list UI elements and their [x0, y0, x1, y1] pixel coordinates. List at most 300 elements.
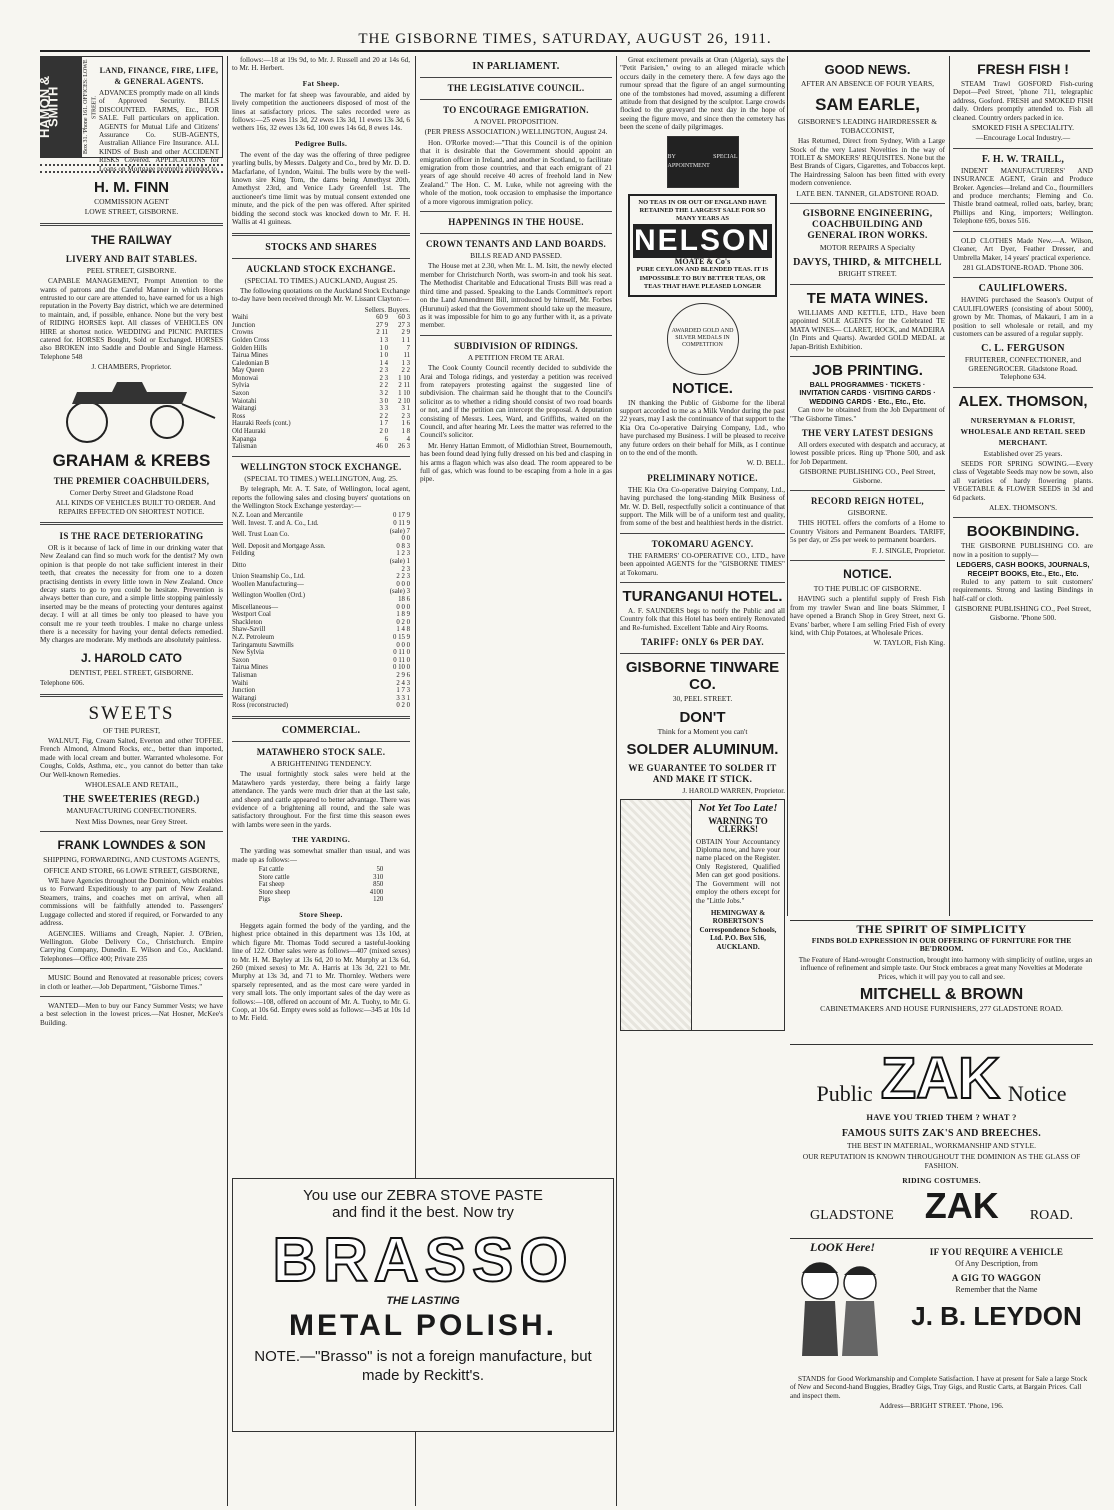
- table-cell-name: Waihi: [232, 314, 249, 322]
- table-cell-name: Talisman: [232, 443, 257, 451]
- top-article: Great excitement prevails at Oran (Algeria), says the "Petit Parisien," owing to an alleged miracle which occurs daily in the cemetery there. A few days ago the rumour spread that the figure of an angel surmounting one of the tombstones had moved, assuming a different attitude from that designed by the sculptor. Large crowds flocked to the graveyard the next day in the hope of seeing the figure move, and since then the cemetery has been the scene of daily pilgrimages.: [620, 56, 785, 132]
- table-row: [232, 558, 410, 573]
- table-cell-name: Well. Invest. T. and A. Co., Ltd.: [232, 520, 319, 528]
- table-cell-name: Feilding: [232, 550, 255, 558]
- table-cell-name: Caledonian B: [232, 359, 270, 367]
- table-cell-value: 0 10 0: [393, 664, 410, 672]
- table-row: [232, 443, 410, 451]
- good-news-after: AFTER AN ABSENCE OF FOUR YEARS,: [800, 79, 935, 88]
- table-cell-name: Wellington Woollen (Ord.): [232, 592, 305, 600]
- table-row: [232, 695, 410, 703]
- table-row: [232, 420, 410, 428]
- zak-gladstone: GLADSTONE: [810, 1208, 894, 1223]
- column-2: [232, 56, 410, 1174]
- nelson-bottom: PURE CEYLON AND BLENDED TEAS. IT IS IMPOSSIBLE TO BUY BETTER TEAS, OR TEAS THAT HAVE PLEASED LONGER: [636, 266, 769, 291]
- railway-signature: J. CHAMBERS, Proprietor.: [91, 363, 172, 372]
- table-cell-value: 1 4 8: [396, 626, 410, 634]
- table-cell-value: 60 3: [398, 314, 410, 322]
- table-cell-value: 0 11 0: [393, 656, 410, 664]
- thomson-title: ALEX. THOMSON,: [958, 392, 1088, 410]
- table-row: [232, 573, 410, 581]
- lowndes-subtitle: SHIPPING, FORWARDING, AND CUSTOMS AGENTS,: [43, 855, 220, 865]
- table-cell-name: Tairua Mines: [232, 664, 268, 672]
- mitchell-brown-name: MITCHELL & BROWN: [859, 986, 1024, 1004]
- table-cell-value: 1 10: [398, 374, 410, 382]
- te-mata-title: TE MATA WINES.: [806, 289, 929, 307]
- table-cell-name: Ditto: [232, 561, 246, 569]
- turanganui-title: TURANGANUI HOTEL.: [622, 588, 783, 605]
- table-cell-value: (sale) 3 18 6: [389, 588, 410, 603]
- auckland-intro: The following quotations on the Auckland Stock Exchange to-day have been received through Mr. W. Lissant Clayton:—: [232, 286, 410, 304]
- table-cell-value: 120: [373, 896, 384, 904]
- table-cell-value: 2 3: [379, 367, 388, 375]
- cato-phone: Telephone 606.: [40, 679, 85, 688]
- table-cell-name: Well. Trust Loan Co.: [232, 531, 290, 539]
- column-rule: [616, 56, 617, 1506]
- table-cell-value: 0 15 9: [393, 633, 410, 641]
- table-row: [232, 337, 410, 345]
- table-cell-name: Monowai: [232, 374, 259, 382]
- turanganui-body: A. F. SAUNDERS begs to notify the Public and all Country folk that this Hotel has been entirely Renovated and Re-furnished. Excellent Table and Airy Rooms.: [620, 607, 785, 632]
- table-cell-value: 2 11: [398, 382, 410, 390]
- fish-notice-subtitle: TO THE PUBLIC OF GISBORNE.: [813, 584, 922, 593]
- hamon-smith-details: Box 31. 'Phone 161. OFFICES: LOWE STREET.: [81, 57, 96, 157]
- table-cell-value: 1 3: [379, 336, 388, 344]
- table-cell-value: 2 2: [379, 382, 388, 390]
- table-cell-value: 26 3: [398, 443, 410, 451]
- table-cell-name: Taringamutu Sawmills: [232, 641, 294, 649]
- table-row: [232, 367, 410, 375]
- cauliflowers-body: HAVING purchased the Season's Output of CAULIFLOWERS (consisting of about 5000), grown by Mr. Thomas, of Makauri, I am in a position to sell wholesale or retail, and my customers can be assured of a regular supply.: [953, 296, 1093, 338]
- column-4: [420, 56, 612, 1506]
- davys-address: BRIGHT STREET.: [838, 269, 897, 279]
- table-row: [259, 881, 384, 889]
- record-reign-signature: F. J. SINGLE, Proprietor.: [871, 546, 945, 555]
- zak-best: THE BEST IN MATERIAL, WORKMANSHIP AND STYLE.: [846, 1141, 1037, 1150]
- table-cell-value: 11: [403, 352, 410, 360]
- table-cell-value: 2 2 3: [396, 573, 410, 581]
- sweets-body: WALNUT, Fig, Cream Salted, Everton and other TOFFEE. French Almond, Almond Rocks, etc., better than imported, made with local cream and butter. Warranted wholesome. For Coughs, Colds, Asthma, etc., you cannot do better than take Our Well-known Remedies.: [40, 737, 223, 779]
- graham-krebs-title: GRAHAM & KREBS: [52, 450, 211, 470]
- zak-public: Public: [816, 1081, 873, 1106]
- brasso-line-1: You use our ZEBRA STOVE PASTE: [303, 1187, 543, 1204]
- traill-title: F. H. W. TRAILL,: [981, 153, 1065, 165]
- table-cell-value: 3 3: [379, 405, 388, 413]
- nelson-tea-ad: [628, 194, 777, 297]
- leydon-require: IF YOU REQUIRE A VEHICLE: [929, 1247, 1064, 1257]
- notice-body: IN thanking the Public of Gisborne for the liberal support accorded to me as a Milk Vendor during the past 22 years, may I ask the continuance of that support to the Kia Ora Co-operative Dairying Company, Ltd., who have purchased my Business. I will be pleased to receive any future orders on their behalf for Milk, as I continue on to the end of the month.: [620, 398, 785, 457]
- table-row: [232, 543, 410, 551]
- carriage-illustration-icon: [47, 374, 217, 444]
- table-cell-value: 4: [406, 435, 410, 443]
- table-cell-value: 2 4 3: [396, 679, 410, 687]
- table-cell-value: 2 9: [401, 329, 410, 337]
- table-cell-value: 0 8 3: [396, 542, 410, 550]
- leydon-body: STANDS for Good Workmanship and Complete Satisfaction. I have at present for Sale a large Stock of New and Second-hand Buggies, Bradley Gigs, Tray Gigs, and Rustic Carts, at Bargain Prices. Call and inspect them.: [790, 1375, 1088, 1400]
- thomson-established: Established over 25 years.: [983, 448, 1063, 458]
- good-news-title: GOOD NEWS.: [824, 62, 911, 77]
- table-cell-value: 2 3: [379, 374, 388, 382]
- leydon-name: J. B. LEYDON: [911, 1300, 1082, 1331]
- pedigree-heading: Pedigree Bulls.: [294, 138, 348, 148]
- railway-body: CAPABLE MANAGEMENT, Prompt Attention to the wants of patrons and the Careful Manner in which Horses entrusted to our care are attended to, have earned for us a high reputation in the Poverty Bay district, which we are determined to maintain, and, if possible, enhance. None but the very best of RIDING HORSES kept. All classes of VEHICLES ON HIRE at shortest notice. WEDDING and PICNIC PARTIES catered for. HORSES Bought, Sold or Exchanged. HORSES also BROKEN into Saddle and Double and Single Harness. Telephone 548: [40, 277, 223, 361]
- table-cell-value: 3 3 1: [396, 694, 410, 702]
- old-clothes-body: OLD CLOTHES Made New.—A. Wilson, Cleaner, Art Dyer, Feather Dresser, and Umbrella Maker, 14 years' practical experience.: [953, 236, 1093, 262]
- notice-title: NOTICE.: [672, 379, 733, 397]
- sweets-subtitle: OF THE PUREST,: [102, 725, 161, 735]
- cauliflowers-title: CAULIFLOWERS.: [978, 283, 1068, 295]
- table-row: [259, 889, 384, 897]
- engineering-title: GISBORNE ENGINEERING, COACHBUILDING AND GENERAL IRON WORKS.: [802, 209, 933, 242]
- table-cell-name: Fat sheep: [258, 881, 285, 889]
- lowndes-title: FRANK LOWNDES & SON: [57, 838, 206, 853]
- bookbinding-body: THE GISBORNE PUBLISHING CO. are now in a position to supply—: [953, 542, 1093, 559]
- motor-repairs: MOTOR REPAIRS A Specialty: [819, 243, 916, 253]
- yarding-title: THE YARDING.: [291, 835, 351, 845]
- table-cell-name: N.Z. Loan and Mercantile: [232, 512, 303, 520]
- table-cell-name: Shaw-Savill: [232, 626, 266, 634]
- table-cell-value: 46 0: [376, 443, 388, 451]
- table-cell-value: 0 2 0: [396, 702, 410, 710]
- table-cell-value: 27 9: [376, 321, 388, 329]
- column-ads-middle: [620, 56, 785, 1506]
- zak-riding: RIDING COSTUMES.: [902, 1176, 981, 1185]
- sam-earle-address: LATE BEN. TANNER, GLADSTONE ROAD.: [796, 188, 939, 198]
- column-5: [790, 56, 945, 916]
- sale-continued: follows:—18 at 19s 9d, to Mr. J. Russell and 20 at 14s 6d, to Mr. H. Herbert.: [232, 56, 410, 73]
- table-row: [232, 322, 410, 330]
- table-cell-value: 2 10: [398, 397, 410, 405]
- finn-address: LOWE STREET, GISBORNE.: [84, 207, 179, 217]
- table-cell-name: Store cattle: [258, 873, 290, 881]
- spirit-subtitle: FINDS BOLD EXPRESSION IN OUR OFFERING OF FURNITURE FOR THE BE'DROOM.: [811, 936, 1072, 954]
- pedigree-body: The event of the day was the offering of three pedigree yearling bulls, by Messrs. Dalgety and Co., bred by Mr. D. D. Macfarlane, of Lyndon, Waitui. The bulls were by the well-known sire King Tom, the dams being Amethyst 20th, Amethyst 23rd, and Venice Lady Greenfell 1st. The auctioneer's time limit was by mutual consent extended one minute, and the pick of the pen was offered. After spirited bidding the second stock was knocked down to Mr. F. H. Wallis at 41 guineas.: [232, 150, 410, 227]
- table-row: [259, 866, 384, 874]
- table-row: [232, 672, 410, 680]
- emigration-title: TO ENCOURAGE EMIGRATION.: [443, 105, 589, 115]
- clerk-body: OBTAIN Your Accountancy Diploma now, and have your name placed on the Register. Only Registered, Qualified Men can get good positions. The Government will not employ the others except for the "Little Jobs.": [696, 837, 780, 905]
- auckland-special: (SPECIAL TO TIMES.) AUCKLAND, August 25.: [244, 275, 398, 285]
- table-row: [232, 649, 410, 657]
- table-cell-name: Old Hauraki: [232, 428, 266, 436]
- novel-special: (PER PRESS ASSOCIATION.) WELLINGTON, August 24.: [424, 127, 608, 137]
- table-row: [232, 581, 410, 589]
- finn-role: COMMISSION AGENT: [94, 197, 169, 206]
- table-cell-name: Pigs: [258, 896, 271, 904]
- table-cell-value: 0 11 9: [393, 520, 410, 528]
- traill-body: INDENT MANUFACTURERS' AND INSURANCE AGENT, Grain and Produce Broker. Agencies—Ireland and Co., flourmillers and produce merchants; Fleming and Co. Thistle brand oatmeal, rolled oats, barley, bran; Phillips and King, importers; Wellington. Telephone 695, boxes 516.: [953, 166, 1093, 226]
- auckland-columns: Sellers. Buyers.: [364, 305, 410, 314]
- fresh-fish-title: FRESH FISH !: [977, 61, 1069, 77]
- ferguson-subtitle: FRUITERER, CONFECTIONER, and GREENGROCER. Gladstone Road. Telephone 634.: [964, 355, 1082, 382]
- bills-title: BILLS READ AND PASSED.: [470, 251, 562, 261]
- council-title: THE LEGISLATIVE COUNCIL.: [447, 83, 585, 93]
- table-row: [232, 680, 410, 688]
- tinware-address: 30, PEEL STREET.: [672, 694, 733, 704]
- graham-krebs-address: Corner Derby Street and Gladstone Road: [69, 487, 194, 497]
- table-cell-value: 1 7: [379, 420, 388, 428]
- graham-krebs-subtitle: THE PREMIER COACHBUILDERS,: [53, 475, 210, 486]
- auckland-quotes-table: [232, 314, 410, 451]
- zak-tried: HAVE YOU TRIED THEM ? WHAT ?: [866, 1112, 1017, 1122]
- brasso-note: NOTE.—"Brasso" is not a foreign manufacture, but made by Reckitt's.: [254, 1348, 592, 1384]
- wellington-quotes-table: [232, 512, 410, 709]
- brasso-lasting: THE LASTING: [386, 1295, 460, 1307]
- column-rule: [787, 56, 788, 916]
- table-cell-value: 27 3: [398, 321, 410, 329]
- table-cell-value: 2 2: [379, 412, 388, 420]
- railway-title: THE RAILWAY: [91, 232, 172, 247]
- hamon-smith-title: LAND, FINANCE, FIRE, LIFE, & GENERAL AGENTS.: [99, 66, 219, 86]
- sweets-trade: WHOLESALE AND RETAIL,: [84, 780, 179, 790]
- zak-suits: FAMOUS SUITS ZAK'S AND BREECHES.: [841, 1128, 1042, 1139]
- table-row: [232, 398, 410, 406]
- leydon-ad: [790, 1238, 1093, 1499]
- table-cell-name: Kapanga: [232, 435, 257, 443]
- turanganui-tariff: TARIFF: ONLY 6s PER DAY.: [641, 637, 764, 648]
- brasso-metal-polish: METAL POLISH.: [289, 1309, 557, 1342]
- bookbinding-title: BOOKBINDING.: [966, 523, 1080, 541]
- thomson-signature: ALEX. THOMSON'S.: [988, 503, 1058, 512]
- wellington-exchange-title: WELLINGTON STOCK EXCHANGE.: [240, 461, 402, 472]
- crown-tenants-title: CROWN TENANTS AND LAND BOARDS.: [425, 239, 607, 250]
- record-reign-title: RECORD REIGN HOTEL,: [811, 495, 924, 506]
- clerk-figure-icon: [621, 800, 692, 1030]
- sam-earle-subtitle: GISBORNE'S LEADING HAIRDRESSER & TOBACCONIST,: [797, 117, 938, 135]
- table-cell-value: 2 3: [401, 412, 410, 420]
- zak-notice: Notice: [1007, 1081, 1067, 1106]
- table-cell-value: 7: [406, 344, 410, 352]
- davys-name: DAVYS, THIRD, & MITCHELL: [793, 257, 942, 269]
- store-sheep-body: Heggets again formed the body of the yarding, and the highest price obtained in this department was 13s 10d, at which figure Mr. Thomas Todd secured a tasteful-looking line of 122. Other sales were as follows—407 (mixed sexes) to Mr. H. M. Bayley at 13s 6d, 20 to Mr. Murphy at 13s 6d, 260 (mixed sexes) to Mr. A. Harris at 13s 3d, 221 to Mr. Murphy at 13s 3d, and 71 to Mr. Thornley. Wethers were sparsely represented, and as the most care were yarded in very small lots. The only important sales of the day were as follows:—108, offered on account of Mr. A. Tuohy, to Mr. G. Coop, at 10s 6d. Empty ewes sold as follows:—345 at 10s 1d to Mr. Field.: [232, 921, 410, 1023]
- nelson-top: NO TEAS IN OR OUT OF ENGLAND HAVE RETAINED THE LARGEST SALE FOR SO MANY YEARS AS: [638, 198, 767, 223]
- tokomaru-title: TOKOMARU AGENCY.: [651, 538, 754, 549]
- sweets-name: THE SWEETERIES (REGD.): [63, 794, 200, 806]
- clerk-warning: WARNING TO CLERKS!: [708, 815, 768, 835]
- finn-name: H. M. FINN: [94, 179, 169, 196]
- table-cell-name: Ross: [232, 412, 246, 420]
- table-cell-value: 1 1: [401, 336, 410, 344]
- table-cell-value: 0 0 0: [396, 641, 410, 649]
- nelson-name: NELSON: [633, 223, 771, 257]
- table-row: [232, 413, 410, 421]
- subdivision-title: SUBDIVISION OF RIDINGS.: [454, 340, 578, 351]
- table-cell-value: 1 8 9: [396, 611, 410, 619]
- table-cell-value: (sale) 7 0 0: [389, 527, 410, 543]
- sweets-manufacturing: MANUFACTURING CONFECTIONERS.: [66, 806, 197, 816]
- table-row: [232, 512, 410, 520]
- warren-signature: J. HAROLD WARREN, Proprietor.: [682, 787, 785, 796]
- leydon-illustration: [790, 1239, 900, 1369]
- table-cell-name: Ross (reconstructed): [232, 702, 289, 710]
- clerks-ad: [620, 799, 785, 1031]
- table-cell-name: Waitangi: [232, 405, 257, 413]
- table-row: [232, 405, 410, 413]
- table-cell-name: Junction: [232, 321, 256, 329]
- table-cell-value: 3 2: [379, 390, 388, 398]
- table-row: [232, 611, 410, 619]
- fish-notice-body: HAVING such a plentiful supply of Fresh Fish from my trawler Swan and line boats Skimmer, I have opened a Branch Shop in Grey Street, next G. Evans' barber, where I am selling Fried Fish of every kind, with Chip Potatoes, at Wholesale Prices.: [790, 595, 945, 638]
- hamon-smith-body: ADVANCES promptly made on all kinds of Approved Security. BILLS DISCOUNTED. FARMS, Etc., FOR SALE. Full particulars on application. AGENTS for Mutual Life and Citizens' Assurance Co. SUB-AGENTS, Australian Alliance Fire Insurance. ALL KINDS of Bush and other ACCIDENT RISKS Covered. APPLICATIONS for Loans on Mortgage promptly attended to.: [99, 89, 219, 173]
- table-cell-value: 0 0 0: [396, 580, 410, 588]
- table-cell-value: 1 0: [379, 352, 388, 360]
- bills-body: The House met at 2.30, when Mr. L. M. Isitt, the newly elected member for Christchurch North, was sworn-in and took his seat. The Methodist Charitable and Educational Trusts Bill was read a third time and passed. Speaking to the Lands Committee's report on the Land Amendment Bill, introduced by himself, Mr. Forbes (Hurunui) asked that the Government should take up the measure, as it was impossible for him to go any further with it, as a private member.: [420, 262, 612, 330]
- table-cell-name: Tairua Mines: [232, 352, 268, 360]
- hamon-smith-name: HAMON & SMITH: [41, 57, 81, 157]
- lowndes-office: OFFICE AND STORE, 66 LOWE STREET, GISBORNE,: [43, 865, 220, 875]
- table-cell-value: 0 2 0: [396, 618, 410, 626]
- smoked-fish: SMOKED FISH A SPECIALITY.: [972, 123, 1074, 133]
- bookbinding-list: LEDGERS, CASH BOOKS, JOURNALS, RECEIPT BOOKS, Etc., Etc., Etc.: [956, 560, 1090, 578]
- table-cell-value: 6: [384, 435, 388, 443]
- table-cell-name: Crowns: [232, 329, 254, 337]
- cato-address: DENTIST, PEEL STREET, GISBORNE.: [69, 667, 194, 677]
- table-row: [232, 634, 410, 642]
- table-cell-value: 850: [373, 881, 384, 889]
- parliament-title: IN PARLIAMENT.: [472, 61, 560, 72]
- fat-sheep-heading: Fat Sheep.: [302, 78, 340, 88]
- solder-heading: SOLDER ALUMINUM.: [626, 741, 779, 759]
- leydon-gig: A GIG TO WAGGON: [951, 1273, 1042, 1284]
- table-cell-value: 1 8: [401, 428, 410, 436]
- record-reign-body: THIS HOTEL offers the comforts of a Home to Country Visitors and Permanent Boarders. TARIFF, 5s per day, or 25s per week to permanent boarders.: [790, 519, 945, 545]
- table-cell-name: Hauraki Reefs (cont.): [232, 420, 291, 428]
- table-cell-name: New Sylvia: [232, 649, 264, 657]
- latest-designs: THE VERY LATEST DESIGNS: [801, 427, 934, 438]
- masthead: THE GISBORNE TIMES, SATURDAY, AUGUST 26, 1911.: [40, 28, 1090, 52]
- brasso-name: BRASSO: [272, 1226, 574, 1295]
- nelson-sub: MOATE & Co's: [674, 256, 731, 266]
- table-cell-value: (sale) 1 2 3: [389, 558, 410, 573]
- lowndes-body: WE have Agencies throughout the Dominion, which enables us to Forward Expeditiously to any part of New Zealand. Steamers, trains, and coaches met on arrival, when all commissions will be faithfully attended to. Passengers' Luggage collected and stored if required, or Forwarded to any address.: [40, 877, 223, 928]
- fish-notice-signature: W. TAYLOR, Fish King.: [873, 639, 945, 648]
- table-row: [232, 702, 410, 710]
- job-printing-body: Can now be obtained from the Job Department of "The Gisborne Times.": [790, 406, 945, 423]
- table-cell-value: 1 0: [379, 344, 388, 352]
- table-row: [232, 382, 410, 390]
- sweets-title: SWEETS: [88, 702, 175, 724]
- matawhero-subtitle: A BRIGHTENING TENDENCY.: [270, 758, 372, 768]
- medal-badge: AWARDED GOLD AND SILVER MEDALS IN COMPETITION: [667, 303, 739, 375]
- yarding-table: [259, 866, 384, 904]
- table-cell-value: 0 11 0: [393, 649, 410, 657]
- thomson-subtitle: NURSERYMAN & FLORIST, WHOLESALE AND RETAIL SEED MERCHANT.: [960, 415, 1086, 447]
- stocks-title: STOCKS AND SHARES: [265, 241, 377, 253]
- railway-subtitle: LIVERY AND BAIT STABLES.: [65, 253, 198, 264]
- table-cell-name: Shackleton: [232, 618, 263, 626]
- sweets-address: Next Miss Downes, near Grey Street.: [75, 816, 188, 826]
- wellington-special: (SPECIAL TO TIMES.) WELLINGTON, Aug. 25.: [244, 473, 398, 483]
- zak-road: ROAD.: [1029, 1208, 1073, 1223]
- notice-signature: W. D. BELL.: [746, 459, 785, 468]
- fish-notice-title: NOTICE.: [843, 567, 892, 581]
- table-row: [232, 390, 410, 398]
- table-row: [232, 619, 410, 627]
- table-row: [259, 896, 384, 904]
- petition-body: The Cook County Council recently decided to subdivide the Arai and Tologa ridings, and yesterday a petition was received from ratepayers protesting against the suggested line of subdivision. The chairman said he thought that to the Council's solicitor as to whether a riding should consist of two road boards or not, and if the petition can intercept the proposal. A deputation consisting of Messrs. Lees, Ward, and Griffiths, waited on the Council, and after hearing Mr. Lees the matter was referred to the Council's solicitor.: [420, 364, 612, 440]
- table-cell-value: 0 0 0: [396, 603, 410, 611]
- table-cell-value: 1 6: [401, 420, 410, 428]
- table-cell-value: 4100: [369, 888, 384, 896]
- dont-heading: DON'T: [679, 708, 726, 726]
- column-rule: [227, 56, 228, 1506]
- table-cell-name: N.Z. Petroleum: [232, 633, 275, 641]
- lowndes-agencies: AGENCIES. Williams and Creagh, Napier. J. O'Brien, Wellington. Globe Delivery Co., Christchurch. Empire Carrying Company, Dunedin. E. Wilson and Co., Auckland. Telephones—Office 400; Private 235: [40, 929, 223, 963]
- bookbinding-more: Ruled to any pattern to suit customers' requirements. Strong and lasting Bindings in half-calf or cloth.: [953, 578, 1093, 603]
- preliminary-body: THE Kia Ora Co-operative Dairying Company, Ltd., having purchased the long-standing Milk Business of Mr. W. D. Bell, respectfully solicit a continuance of that support. The Milk will be of a uniform test and quality, from some of the best and healthiest herds in the district.: [620, 485, 785, 528]
- table-cell-name: Waiotahi: [232, 397, 257, 405]
- table-cell-name: Fat cattle: [258, 865, 284, 873]
- sam-earle-body: Has Returned, Direct from Sydney, With a Large Stock of the very Latest Novelties in the way of TOILET & SMOKERS' REQUISITES. None but the Best Brands of Cigars, Cigarettes, and Tobaccos kept. The Hairdressing Saloon has been fitted with every modern convenience.: [790, 137, 945, 188]
- table-row: [232, 664, 410, 672]
- clerk-school: HEMINGWAY & ROBERTSON'S Correspondence Schools, Ltd. P.O. Box 516, AUCKLAND.: [699, 908, 777, 951]
- happenings-title: HAPPENINGS IN THE HOUSE.: [448, 217, 584, 228]
- old-clothes-address: 281 GLADSTONE-ROAD. 'Phone 306.: [962, 262, 1084, 272]
- matawhero-body: The usual fortnightly stock sales were held at the Matawhero yards yesterday, there being a fairly large attendance. The yards were much drier than at the last sale, and sheep and cattle appeared to better advantage. There was evidence of a brightening all round, and the sale was satisfactory throughout. For the first time this season ewes with lambs were seen in the yards.: [232, 770, 410, 829]
- te-mata-body: WILLIAMS AND KETTLE, LTD., Have been appointed SOLE AGENTS for the Celebrated TE MATA WINES— CLARET, HOCK, and MADEIRA (In Pints and Quarts). Awarded GOLD MEDAL at Japan-British Exhibition.: [790, 308, 945, 351]
- table-cell-name: Golden Hills: [232, 344, 267, 352]
- spirit-body: The Feature of Hand-wrought Construction, brought into harmony with simplicity of outline, urges an influence of refinement and simple taste. Our Stock embraces a great many Novelties at Moderate Prices, which it will pay you to call and see.: [798, 955, 1093, 981]
- boy-figures-icon: [790, 1251, 890, 1361]
- ferguson-name: C. L. FERGUSON: [981, 343, 1065, 355]
- zak-logo: ZAK: [880, 1046, 1000, 1111]
- table-row: [232, 626, 410, 634]
- teeth-article-body: OR is it because of lack of lime in our drinking water that New Zealand can find so much work for the dentist? My own opinion is that people do not take sufficient interest in their teeth, that creates the necessity for from one to a dozen practising dentists in every little town in New Zealand. Once decay starts to go to you could be hesitate. Prevention is always better than cure, and a simple little stopping painlessly inserted may be the means of protecting your dentures against decay. I will at all times be only too pleased to have you consult me re your teeth troubles. I make no charge unless there is a necessity for having your dental defects remedied. My charges are moderate. My methods are absolutely painless.: [40, 543, 223, 645]
- table-cell-value: 2 11: [376, 329, 388, 337]
- clerk-heading: Not Yet Too Late!: [698, 802, 778, 815]
- wellington-intro: By telegraph, Mr. A. T. Sate, of Wellington, local agent, reports the following sales and closing buyers' quotations on the Wellington Stock Exchange yesterday:—: [232, 485, 410, 511]
- table-row: [232, 345, 410, 353]
- table-cell-name: Waitangi: [232, 694, 257, 702]
- fat-sheep-body: The market for fat sheep was favourable, and aided by lively competition the auctioneers disposed of most of the lines at satisfactory prices. The sales recorded were as follows:—25 ewes 11s 3d, 22 ewes 13s 3d, 11 ewes 13s 3d, 6 wethers 16s, 32 ewes 13s 6d, 100 ewes 14s 6d, 8 ewes 14s.: [232, 90, 410, 133]
- column-1: [37, 56, 223, 1506]
- table-cell-value: 1 4: [379, 359, 388, 367]
- table-cell-name: Talisman: [232, 671, 257, 679]
- spirit-title: THE SPIRIT OF SIMPLICITY: [856, 922, 1027, 936]
- table-cell-value: 1 2 3: [396, 550, 410, 558]
- table-cell-value: 2 2: [401, 367, 410, 375]
- table-cell-name: Golden Cross: [232, 336, 270, 344]
- table-cell-name: Junction: [232, 687, 256, 695]
- table-row: [232, 428, 410, 436]
- table-cell-value: 50: [376, 865, 384, 873]
- table-row: [232, 329, 410, 337]
- job-printing-title: JOB PRINTING.: [812, 361, 923, 379]
- column-6: [953, 56, 1093, 916]
- brasso-line-2: and find it the best. Now try: [332, 1204, 514, 1221]
- encourage-industry: —Encourage Local Industry.—: [975, 133, 1071, 143]
- table-cell-value: 1 3: [401, 359, 410, 367]
- tinware-title: GISBORNE TINWARE CO.: [625, 659, 780, 694]
- leydon-address: Address—BRIGHT STREET. 'Phone, 196.: [879, 1402, 1004, 1411]
- table-cell-name: Westport Coal: [232, 611, 271, 619]
- sam-earle-name: SAM EARLE,: [815, 95, 920, 115]
- novel-title: A NOVEL PROPOSITION.: [473, 117, 559, 126]
- table-cell-name: Saxon: [232, 656, 249, 664]
- table-cell-name: Saxon: [232, 390, 249, 398]
- table-row: [232, 352, 410, 360]
- leydon-remember: Remember that the Name: [955, 1285, 1038, 1295]
- table-row: [232, 375, 410, 383]
- petition-title: A PETITION FROM TE ARAI.: [467, 352, 565, 362]
- table-cell-value: 0 17 9: [393, 512, 410, 520]
- table-row: [232, 436, 410, 444]
- table-cell-name: Store sheep: [258, 888, 291, 896]
- dont-body: Think for a Moment you can't: [657, 726, 748, 736]
- gas-article-body: Mr. Henry Hattan Emmott, of Midlothian Street, Bournemouth, has been found dead lying fully dressed on his bed and clasping in his arms a flagon which was also dead. The room appeared to be full of gas, which was found to be escaping from a hole in a gas pipe.: [420, 441, 612, 484]
- table-row: [259, 874, 384, 882]
- table-cell-value: 3 1: [401, 405, 410, 413]
